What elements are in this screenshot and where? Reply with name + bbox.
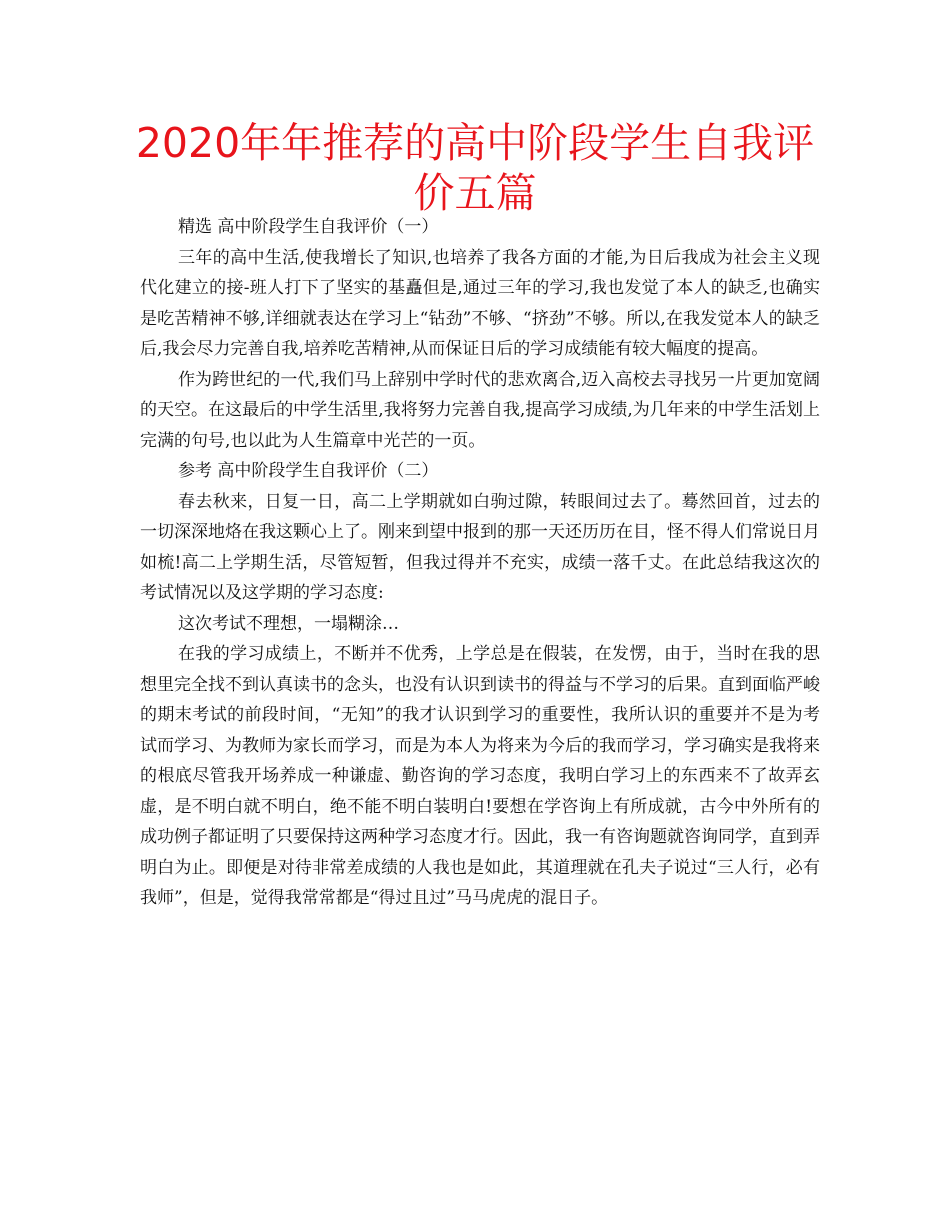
document-title: 2020年年推荐的高中阶段学生自我评价五篇 [135,119,815,217]
paragraph: 在我的学习成绩上，不断并不优秀，上学总是在假装，在发愣，由于，当时在我的思想里完全找不到认真读书的念头，也没有认识到读书的得益与不学习的后果。直到面临严峻的期末考试的前段时间，“无知”的我才认识到学习的重要性，我所认识的重要并不是为考试而学习、为教师为家长而学习，而是为本人为将来为今后的我而学习，学习确实是我将来的根底尽管我开场养成一种谦虚、勤咨询的学习态度，我明白学习上的东西来不了故弄玄虚，是不明白就不明白，绝不能不明白装明白!要想在学咨询上有所成就，古今中外所有的成功例子都证明了只要保持这两种学习态度才行。因此，我一有咨询题就咨询同学，直到弄明白为止。即便是对待非常差成绩的人我也是如此，其道理就在孔夫子说过“三人行，必有我师”，但是，觉得我常常都是“得过且过”马马虎虎的混日子。 [140,644,820,908]
section-heading-1: 精选 高中阶段学生自我评价（一） [178,217,439,237]
paragraph: 三年的高中生活,使我增长了知识,也培养了我各方面的才能,为日后我成为社会主义现代化建立的接-班人打下了坚实的基矗但是,通过三年的学习,我也发觉了本人的缺乏,也确实是吃苦精神不够,详细就表达在学习上“钻劲”不够、“挤劲”不够。所以,在我发觉本人的缺乏后,我会尽力完善自我,培养吃苦精神,从而保证日后的学习成绩能有较大幅度的提高。 [140,247,820,359]
paragraph: 这次考试不理想，一塌糊涂… [178,613,399,634]
document-body [140,212,820,914]
paragraph: 春去秋来，日复一日，高二上学期就如白驹过隙，转眼间过去了。蓦然回首，过去的一切深深地烙在我这颗心上了。刚来到望中报到的那一天还历历在目，怪不得人们常说日月如梳!高二上学期生活，尽管短暂，但我过得并不充实，成绩一落千丈。在此总结我这次的考试情况以及这学期的学习态度: [140,491,820,603]
paragraph: 作为跨世纪的一代,我们马上辞别中学时代的悲欢离合,迈入高校去寻找另一片更加宽阔的天空。在这最后的中学生活里,我将努力完善自我,提高学习成绩,为几年来的中学生活划上完满的句号,也以此为人生篇章中光芒的一页。 [140,369,820,451]
section-heading-2: 参考 高中阶段学生自我评价（二） [178,461,439,481]
